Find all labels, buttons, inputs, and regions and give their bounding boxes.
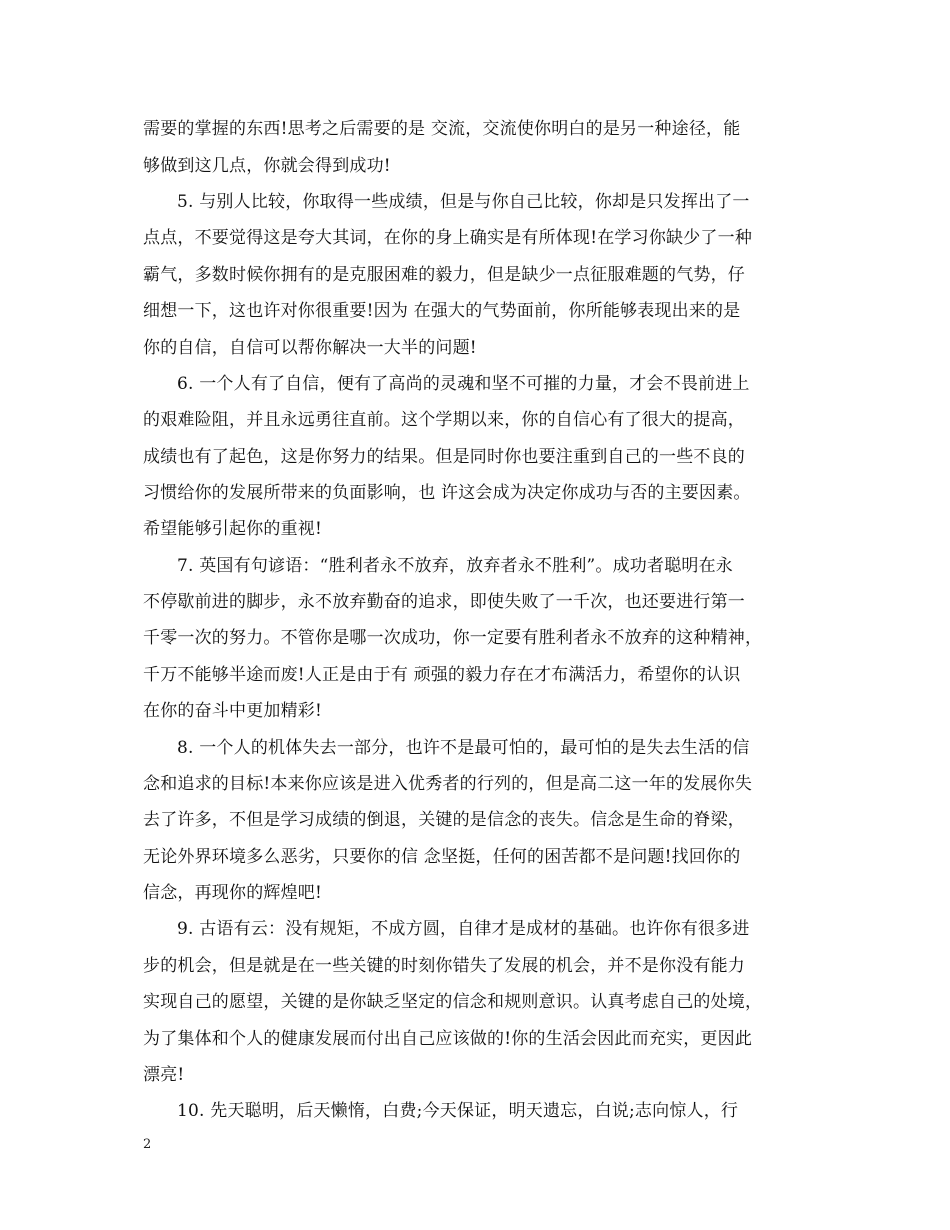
text-line: 霸气，多数时候你拥有的是克服困难的毅力，但是缺少一点征服难题的气势，仔 xyxy=(143,265,745,285)
text-line: 点点，不要觉得这是夸大其词，在你的身上确实是有所体现!在学习你缺少了一种 xyxy=(143,228,753,248)
text-line: 无论外界环境多么恶劣，只要你的信 念坚挺，任何的困苦都不是问题!找回你的 xyxy=(143,847,741,867)
page-number: 2 xyxy=(143,1137,152,1152)
text-line: 习惯给你的发展所带来的负面影响，也 许这会成为决定你成功与否的主要因素。 xyxy=(143,483,751,503)
text-line: 步的机会，但是就是在一些关键的时刻你错失了发展的机会，并不是你没有能力 xyxy=(143,956,745,976)
text-line: 千万不能够半途而废!人正是由于有 顽强的毅力存在才布满活力，希望你的认识 xyxy=(143,665,741,685)
text-line: 实现自己的愿望，关键的是你缺乏坚定的信念和规则意识。认真考虑自己的处境， xyxy=(143,992,763,1012)
text-line: 念和追求的目标!本来你应该是进入优秀者的行列的，但是高二这一年的发展你失 xyxy=(143,774,753,794)
text-line: 10. 先天聪明，后天懒惰，白费;今天保证，明天遗忘，白说;志向惊人，行 xyxy=(177,1101,739,1121)
text-line: 希望能够引起你的重视! xyxy=(143,519,323,539)
text-line: 够做到这几点，你就会得到成功! xyxy=(143,156,391,176)
text-line: 6. 一个人有了自信，便有了高尚的灵魂和坚不可摧的力量，才会不畏前进上 xyxy=(177,374,750,394)
text-line: 9. 古语有云：没有规矩，不成方圆，自律才是成材的基础。也许你有很多进 xyxy=(177,919,750,939)
text-line: 为了集体和个人的健康发展而付出自己应该做的!你的生活会因此而充实，更因此 xyxy=(143,1029,753,1049)
text-line: 需要的掌握的东西!思考之后需要的是 交流，交流使你明白的是另一种途径，能 xyxy=(143,119,741,139)
text-line: 7. 英国有句谚语：“胜利者永不放弃，放弃者永不胜利”。成功者聪明在永 xyxy=(177,556,734,576)
text-line: 不停歇前进的脚步，永不放弃勤奋的追求，即使失败了一千次，也还要进行第一 xyxy=(143,592,745,612)
text-line: 信念，再现你的辉煌吧! xyxy=(143,883,323,903)
text-line: 在你的奋斗中更加精彩! xyxy=(143,701,323,721)
text-line: 成绩也有了起色，这是你努力的结果。但是同时你也要注重到自己的一些不良的 xyxy=(143,447,745,467)
text-line: 8. 一个人的机体失去一部分，也许不是最可怕的，最可怕的是失去生活的信 xyxy=(177,738,750,758)
text-line: 细想一下，这也许对你很重要!因为 在强大的气势面前，你所能够表现出来的是 xyxy=(143,301,741,321)
text-line: 去了许多，不但是学习成绩的倒退，关键的是信念的丧失。信念是生命的脊梁， xyxy=(143,810,745,830)
text-line: 5. 与别人比较，你取得一些成绩，但是与你自己比较，你却是只发挥出了一 xyxy=(177,192,750,212)
text-line: 千零一次的努力。不管你是哪一次成功，你一定要有胜利者永不放弃的这种精神， xyxy=(143,628,763,648)
text-line: 漂亮! xyxy=(143,1065,185,1085)
text-line: 你的自信，自信可以帮你解决一大半的问题! xyxy=(143,338,477,358)
text-line: 的艰难险阻，并且永远勇往直前。这个学期以来，你的自信心有了很大的提高， xyxy=(143,410,745,430)
